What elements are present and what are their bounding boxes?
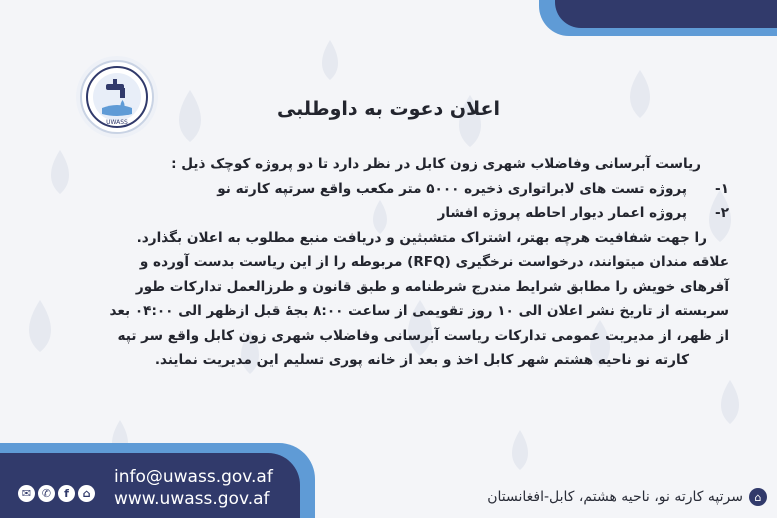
paragraph-line: علاقه مندان میتوانند، درخواست نرخگیری (RFQ) مربوطه را از این ریاست بدست آورده و	[139, 254, 729, 270]
paragraph-line: از ظهر، از مدیریت عمومی تدارکات ریاست آبرسانی وفاضلاب شهری زون کابل واقع سر تپه	[117, 327, 729, 344]
social-icons	[18, 485, 95, 502]
project-item	[39, 201, 729, 226]
paragraph-line: آفرهای خویش را مطابق شرایط مندرج شرطنامه و طبق قانون و طرزالعمل تدارکات طور	[135, 278, 729, 295]
home-icon[interactable]: ⌂	[78, 485, 95, 502]
paragraph-line: کارته نو ناحیه هشتم شهر کابل اخذ و بعد از خانه پوری تسلیم این مدیریت نمایند.	[154, 352, 689, 368]
contact-info	[114, 466, 273, 510]
project-item	[39, 177, 729, 202]
website-link[interactable]: www.uwass.gov.af	[114, 489, 270, 509]
project-text: پروژه تست های لابراتواری ذخیره ۵۰۰۰ متر مکعب واقع سرتپه کارته نو	[217, 180, 687, 197]
address-text: سرتپه کارته نو، ناحیه هشتم، کابل-افغانستان	[487, 489, 743, 505]
address	[487, 488, 767, 506]
facebook-icon[interactable]: f	[58, 485, 75, 502]
project-text: پروژه اعمار دیوار احاطه پروژه افشار	[437, 205, 687, 221]
intro-line: ریاست آبرسانی وفاضلاب شهری زون کابل در نظر دارد تا دو پروژه کوچک ذیل :	[171, 156, 701, 172]
corner-accent-dark	[555, 0, 777, 28]
project-number: ۱-	[715, 180, 729, 197]
paragraph-line: سربسته از تاریخ نشر اعلان الی ۱۰ روز تقویمی از ساعت ۸:۰۰ بجهٔ قبل ازظهر الی ۰۴:۰۰ بعد	[109, 303, 729, 319]
uwass-logo	[80, 60, 154, 134]
paragraph-line: را جهت شفافیت هرچه بهتر، اشتراک متشبثین و دریافت منبع مطلوب به اعلان بگذارد.	[136, 229, 707, 246]
project-number: ۲-	[715, 205, 729, 221]
notice-body	[39, 152, 729, 373]
address-home-icon: ⌂	[749, 488, 767, 506]
svg-text:UWASS: UWASS	[106, 119, 128, 126]
email-link[interactable]: info@uwass.gov.af	[114, 467, 273, 487]
email-icon[interactable]: ✉	[18, 485, 35, 502]
notice-title: اعلان دعوت به داوطلبی	[276, 98, 501, 120]
phone-icon[interactable]: ✆	[38, 485, 55, 502]
